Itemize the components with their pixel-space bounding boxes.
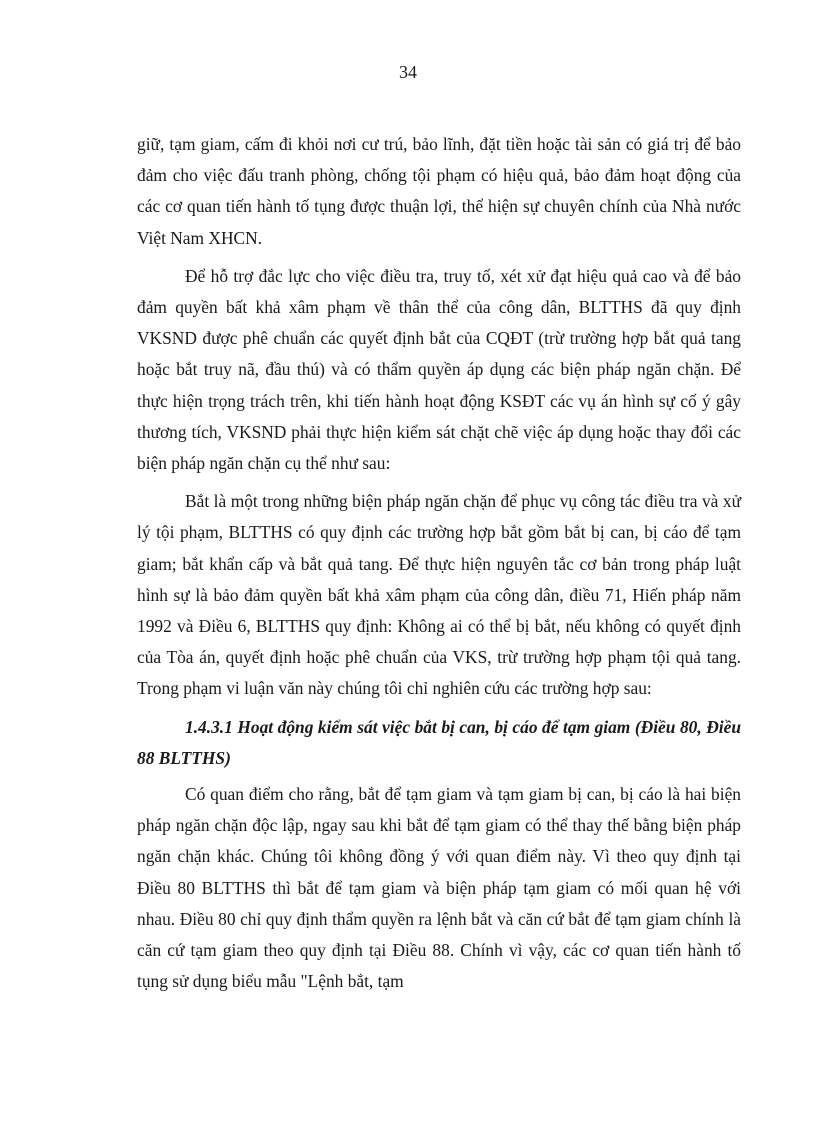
page-number: 34: [399, 62, 417, 82]
paragraph-arrest-cases: Bắt là một trong những biện pháp ngăn chặn để phục vụ công tác điều tra và xử lý tội phạm, BLTTHS có quy định các trường hợp bắt gồm bắt bị can, bị cáo để tạm giam; bắt khẩn cấp và bắt quả tang. Để thực hiện nguyên tắc cơ bản trong pháp luật hình sự là bảo đảm quyền bất khả xâm phạm của công dân, điều 71, Hiến pháp năm 1992 và Điều 6, BLTTHS quy định: Không ai có thể bị bắt, nếu không có quyết định của Tòa án, quyết định hoặc phê chuẩn của VKS, trừ trường hợp phạm tội quả tang. Trong phạm vi luận văn này chúng tôi chỉ nghiên cứu các trường hợp sau:: [137, 491, 741, 699]
document-body: [137, 129, 741, 1004]
paragraph-detention-measures: giữ, tạm giam, cấm đi khỏi nơi cư trú, bảo lĩnh, đặt tiền hoặc tài sản có giá trị để bảo đảm cho việc đấu tranh phòng, chống tội phạm có hiệu quả, bảo đảm hoạt động của các cơ quan tiến hành tố tụng được thuận lợi, thể hiện sự chuyên chính của Nhà nước Việt Nam XHCN.: [137, 134, 741, 248]
section-heading-1-4-3-1: 1.4.3.1 Hoạt động kiểm sát việc bắt bị can, bị cáo để tạm giam (Điều 80, Điều 88 BLTTHS): [137, 716, 741, 768]
paragraph-arrest-for-detention: Có quan điểm cho rằng, bắt để tạm giam và tạm giam bị can, bị cáo là hai biện pháp ngăn chặn độc lập, ngay sau khi bắt để tạm giam có thể thay thế bằng biện pháp ngăn chặn khác. Chúng tôi không đồng ý với quan điểm này. Vì theo quy định tại Điều 80 BLTTHS thì bắt để tạm giam và biện pháp tạm giam có mối quan hệ với nhau. Điều 80 chỉ quy định thẩm quyền ra lệnh bắt và căn cứ bắt để tạm giam chính là căn cứ tạm giam theo quy định tại Điều 88. Chính vì vậy, các cơ quan tiến hành tố tụng sử dụng biểu mẫu "Lệnh bắt, tạm: [137, 784, 741, 992]
paragraph-procuracy-authority: Để hỗ trợ đắc lực cho việc điều tra, truy tố, xét xử đạt hiệu quả cao và để bảo đảm quyền bất khả xâm phạm về thân thể của công dân, BLTTHS đã quy định VKSND được phê chuẩn các quyết định bắt của CQĐT (trừ trường hợp bắt quả tang hoặc bắt truy nã, đầu thú) và có thẩm quyền áp dụng các biện pháp ngăn chặn. Để thực hiện trọng trách trên, khi tiến hành hoạt động KSĐT các vụ án hình sự cố ý gây thương tích, VKSND phải thực hiện kiểm sát chặt chẽ việc áp dụng hoặc thay đổi các biện pháp ngăn chặn cụ thể như sau:: [137, 265, 741, 474]
